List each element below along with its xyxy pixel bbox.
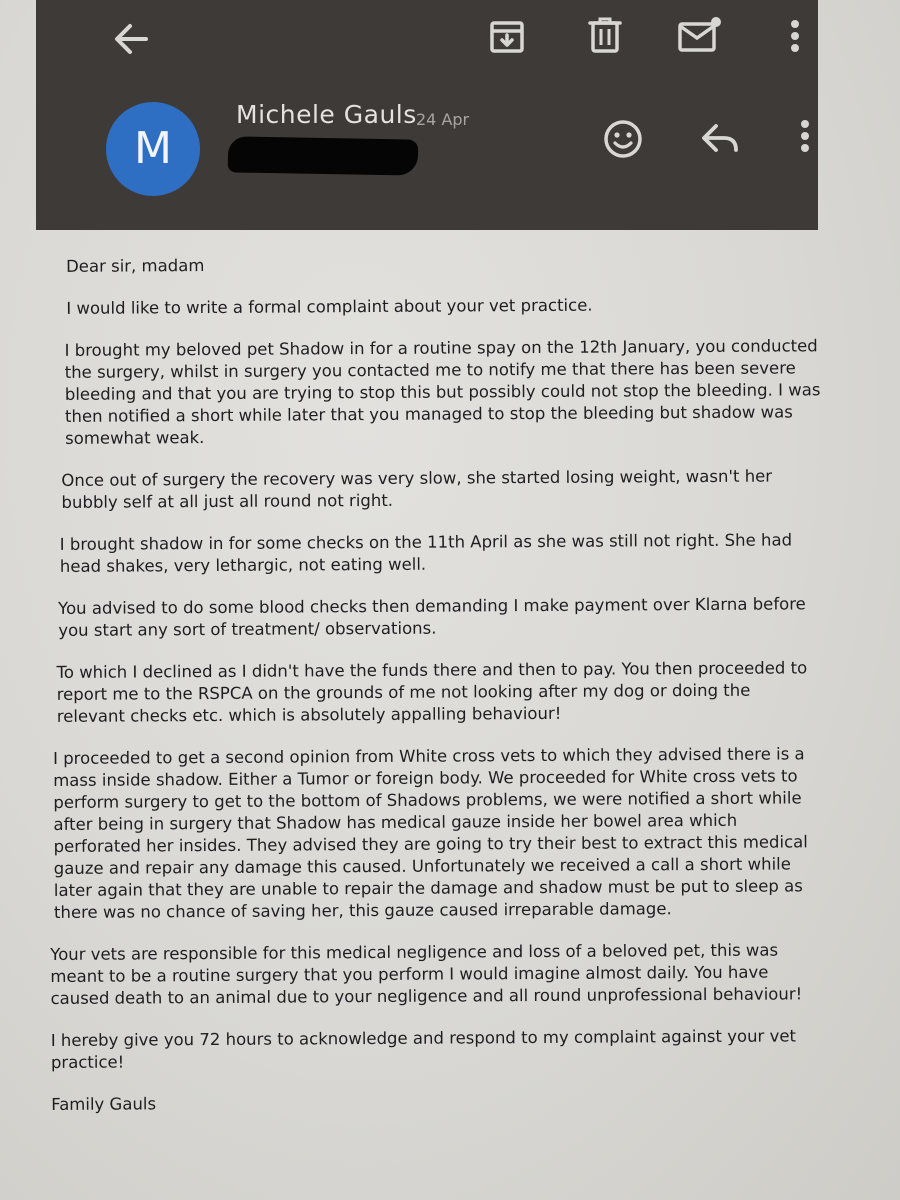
letter-paragraph: You advised to do some blood checks then demanding I make payment over Klarna before you start any sort of treatment/ observations. [58,594,806,640]
redacted-email-address [228,136,419,175]
delete-icon[interactable] [582,12,628,58]
letter-paragraph: Once out of surgery the recovery was very slow, she started losing weight, wasn't her bubbly self at all just all round not right. [61,466,773,512]
reply-icon[interactable] [696,116,744,162]
letter-greeting: Dear sir, madam [66,256,205,276]
letter-paragraph: I brought shadow in for some checks on the 11th April as she was still not right. She had head shakes, very lethargic, not eating well. [59,530,793,576]
letter-body [44,251,819,1136]
letter-paragraph: I would like to write a formal complaint about your vet practice. [66,295,593,318]
email-header-bar [36,0,818,230]
sender-avatar: M [106,102,200,196]
mark-unread-icon[interactable] [674,12,726,58]
letter-signoff: Family Gauls [51,1094,157,1114]
more-vert-icon[interactable] [778,12,812,58]
sender-name: Michele Gauls [236,100,417,129]
letter-paragraph: I brought my beloved pet Shadow in for a routine spay on the 12th January, you conducted the surgery, whilst in surgery you contacted me to notify me that there has been severe bleeding and that you are trying to stop this but possibly could not stop the bleeding. I was then notified a short while later that you managed to stop the bleeding but shadow was somewhat weak. [64,336,821,448]
emoji-reaction-icon[interactable] [598,114,648,164]
letter-paragraph: Your vets are responsible for this medical negligence and loss of a beloved pet, this was meant to be a routine surgery that you perform I would imagine almost daily. You have caused death to an animal due to your negligence and all round unprofessional behaviour! [50,940,803,1008]
letter-paragraph: I hereby give you 72 hours to acknowledge and respond to my complaint against your vet practice! [50,1026,796,1072]
more-vert-icon[interactable] [788,114,822,160]
letter-paragraph: To which I declined as I didn't have the funds there and then to pay. You then proceeded to report me to the RSPCA on the grounds of me not looking after my dog or doing the relevant checks etc. which is absolutely appalling behaviour! [56,658,808,726]
back-arrow-icon[interactable] [106,14,156,64]
archive-icon[interactable] [484,14,530,60]
letter-paragraph: I proceeded to get a second opinion from White cross vets to which they advised there is a mass inside shadow. Either a Tumor or foreign body. We proceeded for White cross vets to perform surgery to get to the bottom of Shadows problems, we were notified a short while after being in surgery that Shadow has medical gauze inside her bowel area which perforated her insides. They advised they are going to try their best to extract this medical gauze and repair any damage this caused. Unfortunately we received a call a short while later again that they are unable to repair the damage and shadow must be put to sleep as there was no chance of saving her, this gauze caused irreparable damage. [53,744,808,922]
email-date: 24 Apr [416,110,470,129]
